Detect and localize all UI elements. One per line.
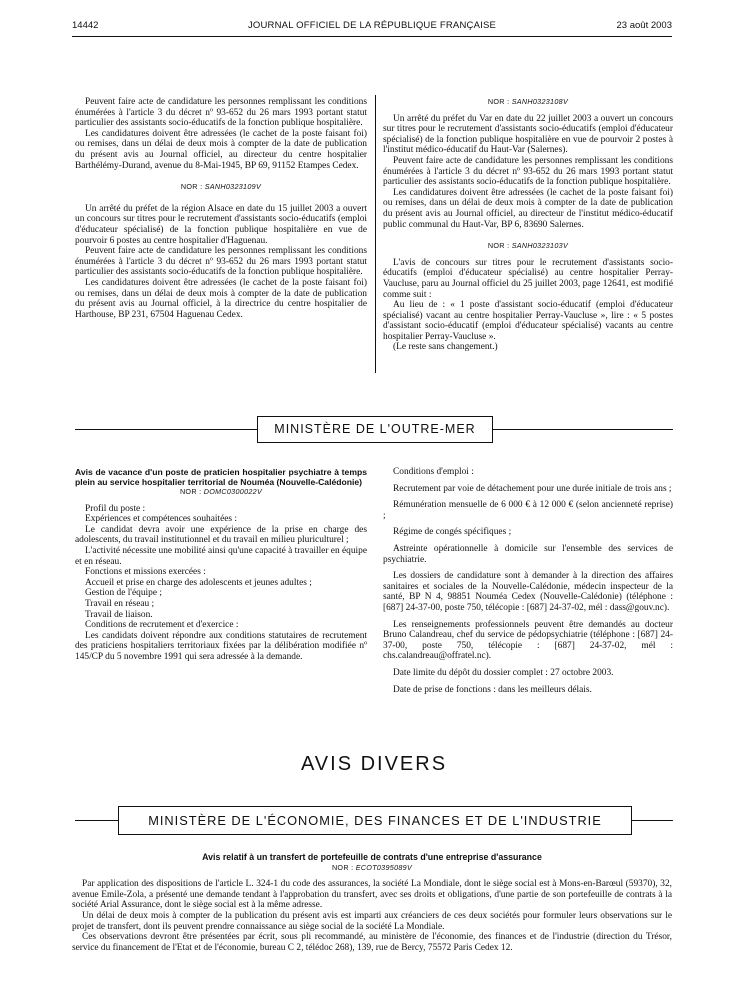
paragraph: Accueil et prise en charge des adolescents et jeunes adultes ;: [85, 577, 312, 588]
paragraph: Recrutement par voie de détachement pour une durée initiale de trois ans ;: [393, 483, 672, 494]
paragraph: Un délai de deux mois à compter de la publication du présent avis est imparti aux créanciers de ces deux sociétés pour formuler leurs observations sur le projet de transfert, dont ils peuvent prendre connaissance au siège social de la société La Mondiale.: [72, 910, 672, 932]
notice-title: Avis de vacance d'un poste de praticien hospitalier psychiatre à temps plein au service hospitalier territorial de Nouméa (Nouvelle-Calédonie): [75, 467, 367, 487]
paragraph: Les candidatures doivent être adressées (le cachet de la poste faisant foi) ou remises, dans un délai de deux mois à compter de la date de publication du présent avis au Journal officiel, au directeur du centre hospitalier Barthélémy-Durand, avenue du 8-Mai-1945, BP 69, 91152 Etampes Cedex.: [75, 128, 367, 171]
paragraph: Peuvent faire acte de candidature les personnes remplissant les conditions énumérées à l'article 3 du décret nº 93-652 du 26 mars 1993 portant statut particulier des assistants socio-éducatifs de la fonction publique hospitalière.: [75, 97, 367, 129]
ministry-outremer-title: MINISTÈRE DE L'OUTRE-MER: [274, 422, 476, 436]
paragraph: Gestion de l'équipe ;: [85, 588, 162, 599]
paragraph: Régime de congés spécifiques ;: [393, 527, 512, 538]
paragraph: Expériences et compétences souhaitées :: [85, 514, 238, 525]
paragraph: Date limite du dépôt du dossier complet : 27 octobre 2003.: [393, 667, 614, 678]
journal-title: JOURNAL OFFICIEL DE LA RÉPUBLIQUE FRANÇAISE: [247, 20, 497, 31]
nor-reference: NOR : ECOT0395089V: [331, 862, 413, 872]
paragraph: Date de prise de fonctions : dans les meilleurs délais.: [393, 684, 592, 695]
paragraph: Peuvent faire acte de candidature les personnes remplissant les conditions énumérées à l'article 3 du décret nº 93-652 du 26 mars 1993 portant statut particulier des assistants socio-éducatifs de la fonction publique hospitalière.: [383, 155, 673, 188]
nor-reference: NOR : SANH0323108V: [487, 97, 569, 106]
paragraph: (Le reste sans changement.): [393, 342, 498, 353]
paragraph: Fonctions et missions exercées :: [85, 567, 206, 578]
header-rule: [72, 36, 672, 37]
column-divider: [375, 95, 376, 373]
paragraph: Conditions de recrutement et d'exercice :: [85, 620, 239, 631]
ministry-economie-box: [118, 806, 632, 835]
paragraph: Un arrêté du préfet du Var en date du 22 juillet 2003 a ouvert un concours sur titres pour le recrutement d'assistants socio-éducatifs (emploi d'éducateur spécialisé) de la fonction publique hospitalière en vue de pourvoir 2 postes à l'institut médico-éducatif du Haut-Var (Salernes).: [383, 113, 673, 156]
paragraph: Conditions d'emploi :: [393, 467, 474, 477]
left-column: [75, 97, 367, 320]
issue-date: 23 août 2003: [616, 20, 672, 31]
paragraph: Travail de liaison.: [85, 609, 153, 620]
paragraph: Les candidats doivent répondre aux conditions statutaires de recrutement des praticiens hospitaliers territoriaux fixées par la délibération modifiée nº 145/CP du 5 novembre 1991 qui sera adressée à la demande.: [75, 630, 367, 662]
paragraph: Ces observations devront être présentées par écrit, sous pli recommandé, au ministère de l'économie, des finances et de l'industrie (direction du Trésor, service du financement de l'Etat et de l'économie, bureau C 2, télédoc 268), 139, rue de Bercy, 75572 Paris Cedex 12.: [72, 932, 672, 953]
paragraph: Les renseignements professionnels peuvent être demandés au docteur Bruno Calandreau, chef du service de pédopsychiatrie (téléphone : [687] 24-37-00, poste 750, télécopie : [687] 24-37-02, mél : chs.calandreau@offratel.nc).: [383, 619, 673, 662]
paragraph: Les candidatures doivent être adressées (le cachet de la poste faisant foi) ou remises, dans un délai de deux mois à compter de la date de publication du présent avis au Journal officiel, au directeur de l'institut médico-éducatif public communal du Haut-Var, BP 6, 83690 Salernes.: [383, 187, 673, 230]
paragraph: Le candidat devra avoir une expérience de la prise en charge des adolescents, du travail institutionnel et du travail en milieu pluriculturel ;: [75, 524, 367, 546]
nor-reference: NOR : DOMC0300022V: [179, 487, 263, 496]
nor-reference: NOR : SANH0323109V: [180, 182, 262, 192]
paragraph: Par application des dispositions de l'article L. 324-1 du code des assurances, la société La Mondiale, dont le siège social est à Mons-en-Barœul (59370), 32, avenue Emile-Zola, a présenté une demande tendant à l'approbation du transfert, avec ses droits et obligations, d'une partie de son portefeuille de contrats à la société Arial Assurance, dont le siège social est à la même adresse.: [72, 879, 672, 911]
nor-reference: NOR : SANH0323103V: [487, 241, 569, 251]
paragraph: Profil du poste :: [85, 503, 146, 514]
paragraph: Peuvent faire acte de candidature les personnes remplissant les conditions énumérées à l'article 3 du décret nº 93-652 du 26 mars 1993 portant statut particulier des assistants socio-éducatifs de la fonction publique hospitalière.: [75, 246, 367, 278]
paragraph: Travail en réseau ;: [85, 598, 155, 609]
page-number: 14442: [72, 20, 99, 31]
ministry-economie-title: MINISTÈRE DE L'ÉCONOMIE, DES FINANCES ET DE L'INDUSTRIE: [148, 813, 602, 828]
notice-title: Avis relatif à un transfert de portefeuille de contrats d'une entreprise d'assurance: [202, 852, 542, 862]
paragraph: Au lieu de : « 1 poste d'assistant socio-éducatif (emploi d'éducateur spécialisé) vacant au centre hospitalier Perray-Vaucluse », lire : « 5 postes d'assistant socio-éducatif (emploi d'éducateur spécialisé) vacants au centre hospitalier Perray-Vaucluse ».: [383, 300, 673, 342]
right-column: [383, 97, 673, 353]
page-header: [72, 20, 672, 34]
paragraph: Un arrêté du préfet de la région Alsace en date du 15 juillet 2003 a ouvert un concours sur titres pour le recrutement d'assistants socio-éducatifs (emploi d'éducateur spécialisé) de la fonction publique hospitalière en vue de pourvoir 6 postes au centre hospitalier d'Haguenau.: [75, 203, 367, 246]
paragraph: Rémunération mensuelle de 6 000 € à 12 000 € (selon ancienneté reprise) ;: [383, 500, 673, 521]
paragraph: Les dossiers de candidature sont à demander à la direction des affaires sanitaires et sociales de la Nouvelle-Calédonie, médecin inspecteur de la santé, BP N 4, 98851 Nouméa Cedex (Nouvelle-Calédonie) (téléphone : [687] 24-37-00, poste 750, télécopie : [687] 24-37-02, mél : dass@gouv.nc).: [383, 571, 673, 613]
paragraph: Les candidatures doivent être adressées (le cachet de la poste faisant foi) ou remises, dans un délai de deux mois à compter de la date de publication du présent avis au Journal officiel, à la directrice du centre hospitalier de Harthouse, BP 231, 67504 Haguenau Cedex.: [75, 277, 367, 320]
paragraph: L'activité nécessite une mobilité ainsi qu'une capacité à travailler en équipe et en réseau.: [75, 545, 367, 567]
insurance-transfer-notice: [72, 852, 672, 953]
paragraph: Astreinte opérationnelle à domicile sur l'ensemble des services de psychiatrie.: [383, 543, 673, 565]
section-heading-avis-divers: AVIS DIVERS: [300, 753, 448, 775]
ministry-outremer-box: [257, 416, 493, 443]
outremer-right-column: [383, 467, 673, 695]
outremer-left-column: [75, 467, 367, 663]
paragraph: L'avis de concours sur titres pour le recrutement d'assistants socio-éducatifs (emploi d'éducateur spécialisé) au centre hospitalier Perray-Vaucluse, paru au Journal officiel du 25 juillet 2003, page 12641, est modifié comme suit :: [383, 257, 673, 300]
